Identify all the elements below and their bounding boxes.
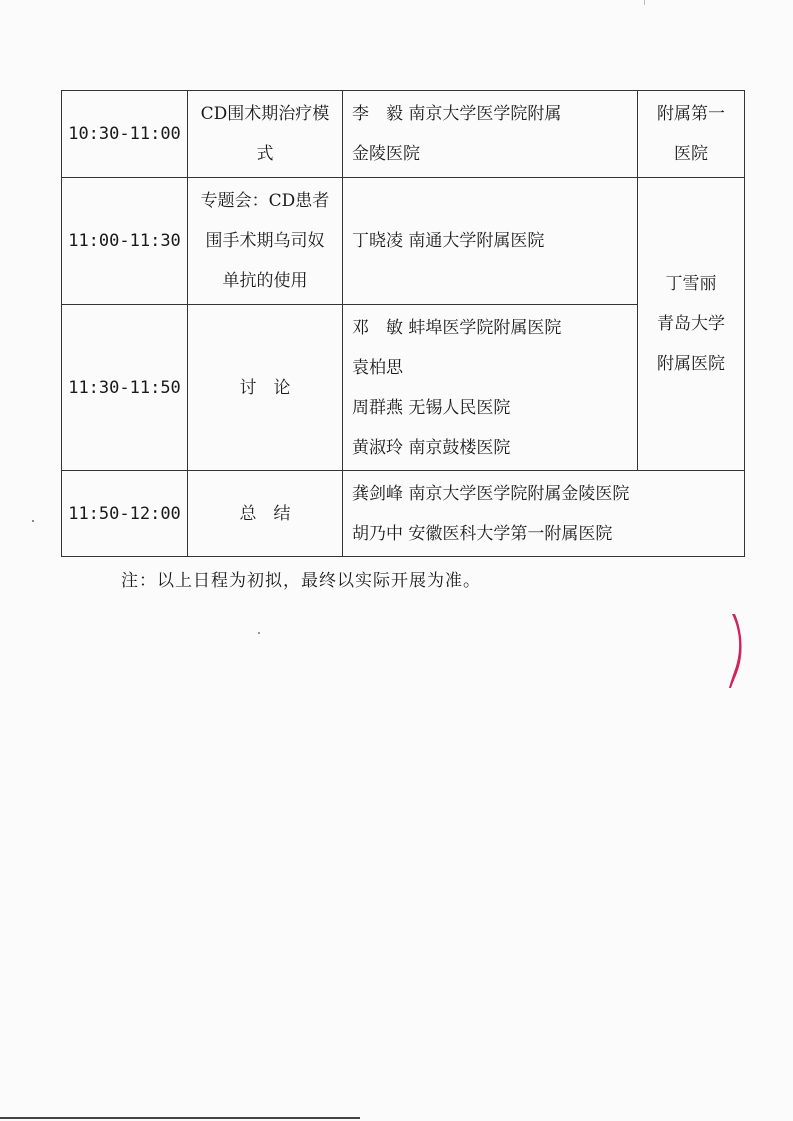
time-cell bbox=[62, 178, 188, 305]
speaker-line: 丁晓凌 南通大学附属医院 bbox=[352, 231, 545, 251]
table-row bbox=[62, 178, 745, 305]
scan-artifact-bottom bbox=[0, 1117, 360, 1119]
topic-line: 专题会：CD患者 bbox=[200, 191, 330, 211]
speaker-line: 袁柏思 bbox=[352, 357, 403, 378]
speaker-line: 周群燕 无锡人民医院 bbox=[352, 397, 511, 418]
scan-speck bbox=[32, 520, 34, 522]
topic-line: 单抗的使用 bbox=[222, 271, 308, 291]
topic-line: 总 结 bbox=[239, 503, 291, 524]
speaker-line: 胡乃中 安徽医科大学第一附属医院 bbox=[352, 523, 613, 544]
speaker-cell bbox=[343, 305, 638, 471]
topic-cell bbox=[188, 471, 343, 557]
time-text: 11:30-11:50 bbox=[68, 377, 181, 398]
topic-cell bbox=[188, 305, 343, 471]
topic-line: 讨 论 bbox=[239, 377, 291, 398]
table-row bbox=[62, 471, 745, 557]
chair-line: 附属第一 bbox=[657, 104, 725, 124]
topic-line: 式 bbox=[256, 144, 274, 164]
time-cell bbox=[62, 91, 188, 178]
chair-line: 丁雪丽 bbox=[665, 274, 717, 294]
red-seal-edge bbox=[724, 612, 746, 690]
speaker-line: 邓 敏 蚌埠医学院附属医院 bbox=[352, 317, 562, 338]
schedule-table bbox=[61, 90, 745, 557]
scan-artifact-top bbox=[644, 0, 645, 5]
chair-line: 青岛大学 bbox=[657, 314, 725, 334]
chair-cell bbox=[638, 91, 745, 178]
time-cell bbox=[62, 471, 188, 557]
chair-line: 附属医院 bbox=[657, 354, 725, 374]
speaker-cell bbox=[343, 178, 638, 305]
topic-cell bbox=[188, 178, 343, 305]
time-text: 11:50-12:00 bbox=[68, 503, 181, 524]
speaker-line: 黄淑玲 南京鼓楼医院 bbox=[352, 437, 511, 458]
speaker-cell bbox=[343, 471, 745, 557]
time-text: 10:30-11:00 bbox=[68, 124, 181, 144]
footnote: 注：以上日程为初拟，最终以实际开展为准。 bbox=[121, 571, 481, 591]
speaker-line: 李 毅 南京大学医学院附属 bbox=[352, 104, 562, 124]
chair-cell bbox=[638, 178, 745, 471]
topic-line: CD围术期治疗模 bbox=[200, 104, 330, 124]
chair-line: 医院 bbox=[674, 144, 708, 164]
topic-cell bbox=[188, 91, 343, 178]
time-text: 11:00-11:30 bbox=[68, 231, 181, 251]
speaker-line: 金陵医院 bbox=[352, 144, 420, 164]
topic-line: 围手术期乌司奴 bbox=[205, 231, 325, 251]
scan-speck bbox=[258, 632, 260, 634]
speaker-cell bbox=[343, 91, 638, 178]
speaker-line: 龚剑峰 南京大学医学院附属金陵医院 bbox=[352, 483, 630, 504]
seal-arc bbox=[729, 614, 742, 688]
table-row bbox=[62, 91, 745, 178]
time-cell bbox=[62, 305, 188, 471]
